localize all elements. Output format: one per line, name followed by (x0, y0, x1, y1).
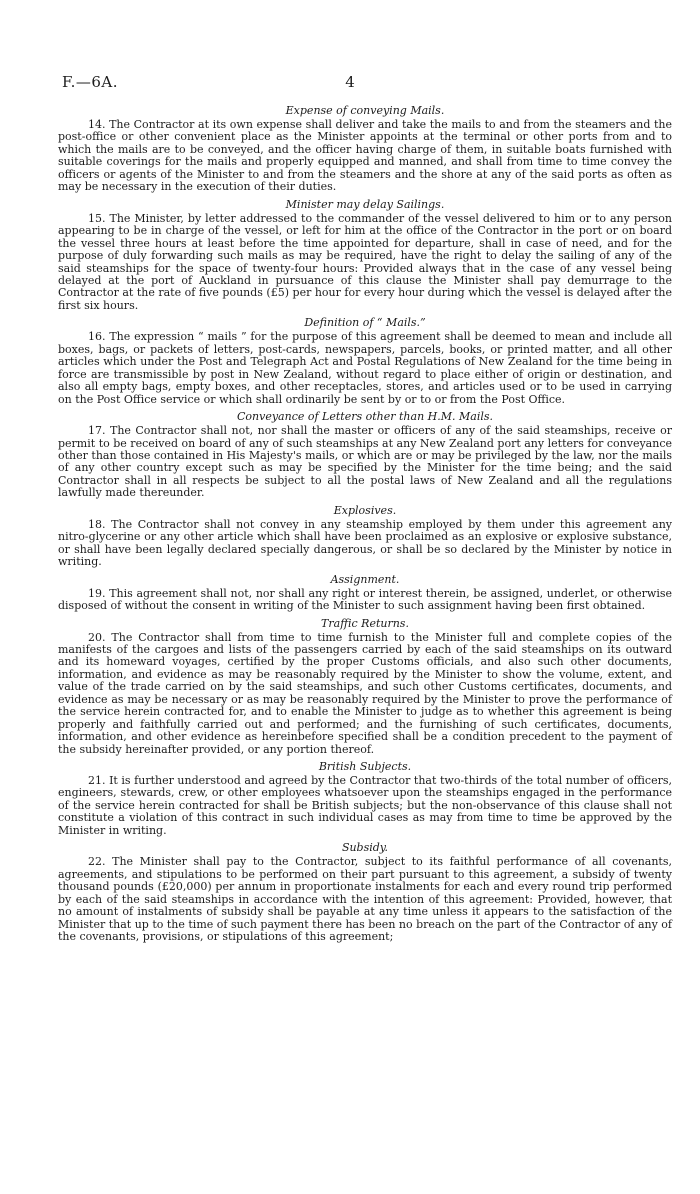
page-number: 4 (345, 73, 355, 91)
clause-14 (58, 104, 672, 194)
clause-text: 21. It is further understood and agreed by the Contractor that two-thirds of the total number of officers, engineers, stewards, crew, or other employees whatsoever upon the steamships engaged in the performance of the service herein contracted for shall be British subjects; but the non-observance of this clause shall not constitute a violation of this contract in such individual cases as may from time to time be approved by the Minister in writing. (58, 774, 672, 837)
clause-heading: Assignment. (330, 572, 400, 586)
clause-21 (58, 760, 672, 837)
clause-heading: Conveyance of Letters other than H.M. Mails. (236, 410, 493, 424)
clause-text: 16. The expression “ mails ” for the purpose of this agreement shall be deemed to mean and include all boxes, bags, or packets of letters, post-cards, newspapers, parcels, books, or printed matter, and all other articles which under the Post and Telegraph Act and Postal Regulations of New Zealand for the time being in force are transmissible by post in New Zealand, without regard to place either of origin or destination, and also all empty bags, empty boxes, and other receptacles, stores, and articles used or to be used in carrying on the Post Office service or which shall ordinarily be sent by or to or from the Post Office. (58, 330, 672, 406)
document-body (58, 100, 672, 943)
clause-heading: British Subjects. (318, 760, 412, 774)
clause-15 (58, 198, 672, 313)
clause-22 (58, 841, 672, 943)
clause-heading: Minister may delay Sailings. (285, 197, 445, 211)
clause-16 (58, 316, 672, 406)
clause-heading: Traffic Returns. (321, 616, 409, 630)
clause-heading: Expense of conveying Mails. (285, 104, 445, 117)
clause-heading: Definition of “ Mails.” (304, 316, 426, 330)
clause-text: 20. The Contractor shall from time to time furnish to the Minister full and complete copies of the manifests of the cargoes and lists of the passengers carried by each of the said steamships on its outward and its homeward voyages, certified by the proper Customs officials, and also such other documents, information, and evidence as may be reasonably required by the Minister to show the volume, extent, and value of the trade carried on by the said steamships, and such other Customs certificates, documents, and evidence as may be necessary or as may be reasonably required by the Minister to prove the performance of the service herein contracted for, and to enable the Minister to judge as to whether this agreement is being properly and faithfully carried out and performed; and the furnishing of such certificates, documents, information, and other evidence as hereinbefore specified shall be a condition precedent to the payment of the subsidy hereinafter provided, or any portion thereof. (58, 630, 672, 756)
clause-text: 15. The Minister, by letter addressed to the commander of the vessel delivered to him or to any person appearing to be in charge of the vessel, or left for him at the office of the Contractor in the port or on board the vessel three hours at least before the time appointed for departure, shall in case of need, and for the purpose of duly forwarding such mails as may be required, have the right to delay the sailing of any of the said steamships for the space of twenty-four hours: Provided always that in the case of any vessel being delayed at the port of Auckland in pursuance of this clause the Minister shall pay demurrage to the Contractor at the rate of five pounds (£5) per hour for every hour during which the vessel is delayed after the first six hours. (58, 211, 672, 312)
clause-text: 14. The Contractor at its own expense shall deliver and take the mails to and from the steamers and the post-office or other convenient place as the Minister appoints at the terminal or other ports from and to which the mails are to be conveyed, and the officer having charge of them, in suitable boats furnished with suitable coverings for the mails and properly equipped and manned, and shall from time to time convey the officers or agents of the Minister to and from the steamers and the shore at any of the said ports as often as may be necessary in the execution of their duties. (58, 118, 672, 194)
clause-19 (58, 573, 672, 613)
clause-text: 22. The Minister shall pay to the Contractor, subject to its faithful performance of all covenants, agreements, and stipulations to be performed on their part pursuant to this agreement, a subsidy of twenty thousand pounds (£20,000) per annum in proportionate instalments for each and every round trip performed by each of the said steamships in accordance with the intention of this agreement: Provided, however, that no amount of instalments of subsidy shall be payable at any time unless it appears to the satisfaction of the Minister that up to the time of such payment there has been no breach on the part of the Contractor of any of the covenants, provisions, or stipulations of this agreement; (58, 855, 672, 944)
clause-heading: Explosives. (333, 503, 397, 517)
clause-18 (58, 504, 672, 569)
clause-text: 18. The Contractor shall not convey in any steamship employed by them under this agreement any nitro-glycerine or any other article which shall have been proclaimed as an explosive or explosive substance, or shall have been legally declared specially dangerous, or shall be so declared by the Minister by notice in writing. (58, 517, 672, 569)
clause-17 (58, 410, 672, 500)
clause-text: 17. The Contractor shall not, nor shall the master or officers of any of the said steamships, receive or permit to be received on board of any of such steamships at any New Zealand port any letters for conveyance other than those contained in His Majesty's mails, or which are or may be privileged by the law, nor the mails of any other country except such as may be specified by the Minister for the time being; and the said Contractor shall in all respects be subject to all the postal laws of New Zealand and all the regulations lawfully made thereunder. (58, 424, 672, 500)
paper-reference: F.—6A. (62, 73, 118, 91)
clause-20 (58, 617, 672, 757)
clause-text: 19. This agreement shall not, nor shall any right or interest therein, be assigned, underlet, or otherwise disposed of without the consent in writing of the Minister to such assignment having been first obtained. (58, 586, 672, 613)
clause-heading: Subsidy. (341, 841, 389, 855)
